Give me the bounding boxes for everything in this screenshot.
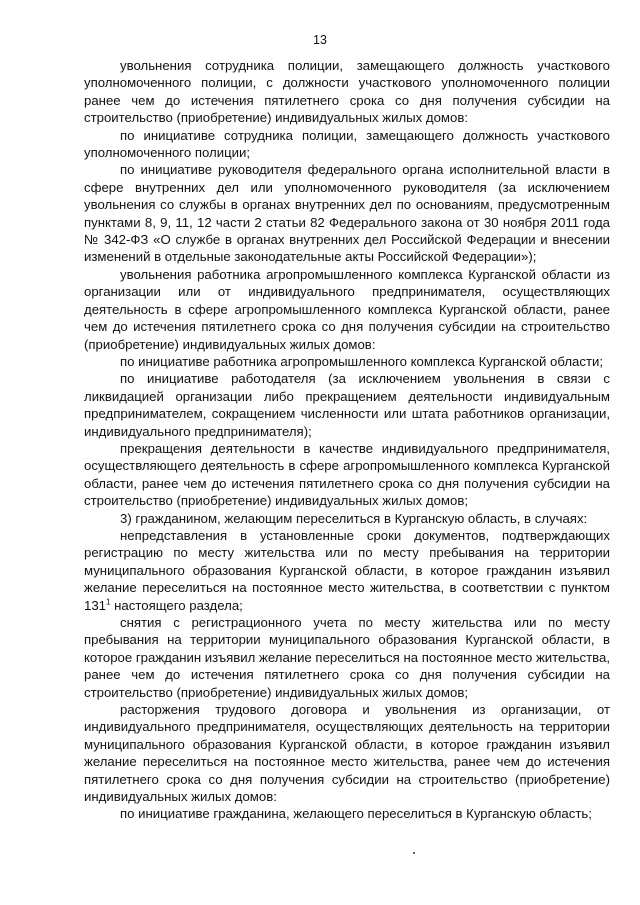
paragraph: увольнения сотрудника полиции, замещающего должность участкового уполномоченного полиции, с должности участкового уполномоченного полиции ранее чем до истечения пятилетнего срока со дня получения субсидии на строительство (приобретение) индивидуальных жилых домов: [84, 58, 610, 126]
paragraph: по инициативе сотрудника полиции, замещающего должность участкового уполномоченного полиции; [84, 127, 610, 161]
paragraph: по инициативе гражданина, желающего переселиться в Курганскую область; [120, 806, 592, 822]
paragraph: увольнения работника агропромышленного комплекса Курганской области из организации или от индивидуального предпринимателя, осуществляющих деятельность в сфере агропромышленного комплекса Курганской области, ранее чем до истечения пятилетнего срока со дня получения субсидии на строительство (приобретение) индивидуальных жилых домов: [84, 266, 610, 352]
paragraph: расторжения трудового договора и увольнения из организации, от индивидуального предпринимателя, осуществляющих деятельность на территории муниципального образования Курганской области, в которое гражданин изъявил желание переселиться на постоянное место жительства, ранее чем до истечения пятилетнего срока со дня получения субсидии на строительство (приобретение) индивидуальных жилых домов: [84, 702, 610, 805]
paragraph: по инициативе работника агропромышленного комплекса Курганской области; [120, 353, 604, 369]
paragraph: прекращения деятельности в качестве индивидуального предпринимателя, осуществляющего деятельность в сфере агропромышленного комплекса Курганской области, ранее чем до истечения пятилетнего срока со дня получения субсидии на строительство (приобретение) индивидуальных жилых домов; [84, 440, 610, 509]
paragraph: по инициативе руководителя федерального органа исполнительной власти в сфере внутренних дел или уполномоченного руководителя (за исключением увольнения со службы в органах внутренних дел по основаниям, предусмотренным пунктами 8, 9, 11, 12 части 2 статьи 82 Федерального закона от 30 ноября 2011 года № 342-ФЗ «О службе в органах внутренних дел Российской Федерации и внесении изменений в отдельные законодательные акты Российской Федерации»); [84, 162, 610, 265]
paragraph: 3) гражданином, желающим переселиться в Курганскую область, в случаях: [120, 510, 588, 526]
paragraph-text-tail: настоящего раздела; [110, 597, 243, 613]
paragraph-text: непредставления в установленные сроки документов, подтверждающих регистрацию по месту жительства или по месту пребывания на территории муниципального образования Курганской области, в которое гражданин изъявил желание переселиться на постоянное место жительства, в соответствии с пунктом 131 [84, 527, 610, 613]
page-number: 13 [313, 33, 327, 47]
document-body [84, 57, 610, 823]
paragraph: снятия с регистрационного учета по месту жительства или по месту пребывания на территории муниципального образования Курганской области, в которое гражданин изъявил желание переселиться на постоянное место жительства, ранее чем до истечения пятилетнего срока со дня получения субсидии на строительство (приобретение) индивидуальных жилых домов; [84, 615, 610, 700]
footnote-superscript: 1 [106, 597, 111, 607]
paragraph [84, 527, 610, 614]
paragraph: по инициативе работодателя (за исключением увольнения в связи с ликвидацией организации либо прекращением деятельности индивидуальным предпринимателем, сокращением численности или штата работников организации, индивидуального предпринимателя); [84, 371, 610, 439]
scan-speck [413, 852, 415, 854]
